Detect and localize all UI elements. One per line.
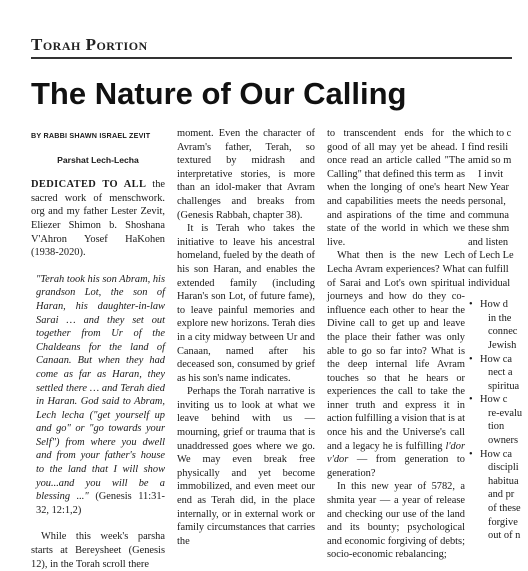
column-3-paragraph-1: to transcendent ends for the good of all may yet be ahead. I once read an article called "The Calling" that defined this term as when the longing of one's heart and capabilities meets the needs and aspirations of the time and state of the world in which we live.: [327, 128, 465, 248]
column-2-paragraph-3: Perhaps the Torah narrative is inviting us to look at what we leave behind with us — mourning, grief or trauma that is unaddressed goes where we go. We may even break free physically and yet become immobilized, and even meet our end as Terah did, in the place internally, or in external work or family circumstances that carries the: [177, 386, 315, 547]
column-2-paragraph-2: It is Terah who takes the initiative to leave his ancestral homeland, fueled by the death of his son Haran, and enables the extended family (including Haran's son Lot, of future fame), to leave painful memories and explore new horizons. Terah dies in a city midway between Ur and Canaan, named after his deceased son, consumed by grief as his son's name indicates.: [177, 223, 315, 384]
column-4-bullet-line: Jewish: [488, 339, 517, 351]
column-4-bullet-line: in the: [488, 312, 512, 324]
column-4-bullet-item: [480, 298, 528, 352]
column-3-paragraph-3: In this new year of 5782, a shmita year — a year of release and checking our use of the land and its bounty; psychological and economic forgiving of debts; socio-economic rebalancing;: [327, 481, 465, 561]
column-4-bullet-line: nect a: [488, 367, 513, 379]
column-4-bullet-line: of these: [488, 503, 521, 515]
byline: BY RABBI SHAWN ISRAEL ZEVIT: [31, 131, 151, 140]
column-4-bullet-line: forgive: [488, 516, 518, 528]
column-4-bullet-line: owners: [488, 435, 519, 447]
column-4-bullet-line: re-evalu: [488, 407, 523, 419]
article-headline: The Nature of Our Calling: [31, 76, 407, 111]
column-4-line: I invit: [478, 168, 504, 180]
dedication-text: the sacred work of menschwork. org and my father Lester Zevit, Eliezer Shimon b. Shoshana V'Ahron Yosef HaKohen (1938-2020).: [31, 179, 166, 259]
column-4-lines: [468, 127, 528, 290]
column-4-line: find resili: [468, 141, 509, 153]
column-4-line: amid so m: [468, 155, 512, 167]
column-4-bullet-line: tion: [488, 421, 505, 433]
column-4-bullet-line: discipli: [488, 462, 519, 474]
column-4-line: these shm: [468, 223, 510, 235]
quote-text: "Terah took his son Abram, his grandson Lot, the son of Haran, his daughter-in-law Sarai … and they set out together from Ur of the Chaldeans for the land of Canaan. But when they had come as far as Haran, they settled there … and Terah died in Haran. God said to Abram, Lech lecha ("get yourself up and go" or "go towards your Self") from where you dwell and from your father's house to the land that I will show you...and you will be a blessing ...": [36, 273, 165, 503]
column-4-line: personal,: [468, 195, 506, 207]
column-2: [177, 127, 315, 547]
torah-quote: [31, 273, 165, 518]
column-3-paragraph-2: [327, 249, 465, 480]
column-4-bullet-line: and pr: [488, 489, 515, 501]
quote-reference: (Genesis 11:31-32, 12:1,2): [36, 491, 165, 516]
column-4-line: which to c: [468, 128, 512, 139]
column-4-bullet-line: • How ca: [480, 448, 513, 460]
column-1-paragraph: While this week's parsha starts at Bereysheet (Genesis 12), in the Torah scroll there: [31, 531, 165, 570]
parshat-subhead: Parshat Lech-Lecha: [57, 154, 139, 165]
column-4-bullet-line: • How ca: [480, 353, 513, 365]
column-3-paragraph-2-text: What then is the new Lech Lecha Avram experiences? What of Sarai and Lot's own spiritual journeys and how do they co-influence each other to hear the Divine call to get up and leave the place their father was only able to go so far into? What is the deep internal life Avram touches so that he hears or experiences the call to take the inner truth and express it in action fulfilling a vision that is at once his and the Universe's call and a legacy he is fulfilling: [327, 250, 465, 452]
column-4: [468, 127, 528, 542]
column-4-bullet-item: [480, 353, 528, 394]
section-label: Torah Portion: [31, 35, 148, 54]
column-4-line: New Year: [468, 182, 509, 194]
column-4-line: communa: [468, 209, 509, 221]
column-4-bullet-item: [480, 393, 528, 447]
column-4-line: individual: [468, 277, 511, 289]
column-4-bullet-list: [468, 298, 528, 543]
column-4-line: and listen: [468, 236, 509, 248]
dedication-lead: DEDICATED TO ALL: [31, 179, 147, 191]
column-3-paragraph-2-tail: — from generation to generation?: [327, 454, 465, 479]
column-4-bullet-line: spiritua: [488, 380, 520, 392]
column-4-line: of Lech Le: [468, 250, 514, 262]
column-3: [327, 127, 465, 561]
column-4-bullet-line: connec: [488, 326, 518, 338]
column-4-bullet-line: • How c: [480, 394, 508, 406]
dedication-paragraph: [31, 178, 165, 260]
column-1: [31, 127, 166, 570]
column-4-bullet-line: out of n: [488, 530, 521, 542]
column-3-italic-phrase: l'dor v'dor: [327, 440, 465, 466]
column-4-bullet-item: [480, 448, 528, 543]
column-4-bullet-line: • How d: [480, 299, 508, 311]
column-4-bullet-line: habitua: [488, 475, 519, 487]
column-2-paragraph-1: moment. Even the character of Avram's father, Terah, so textured by midrash and interpretative stories, is more than an idol-maker that Avram challenges and breaks from (Genesis Rabbah, chapter 38).: [177, 128, 315, 221]
column-4-line: can fulfill: [468, 263, 509, 275]
section-rule: [31, 57, 512, 59]
